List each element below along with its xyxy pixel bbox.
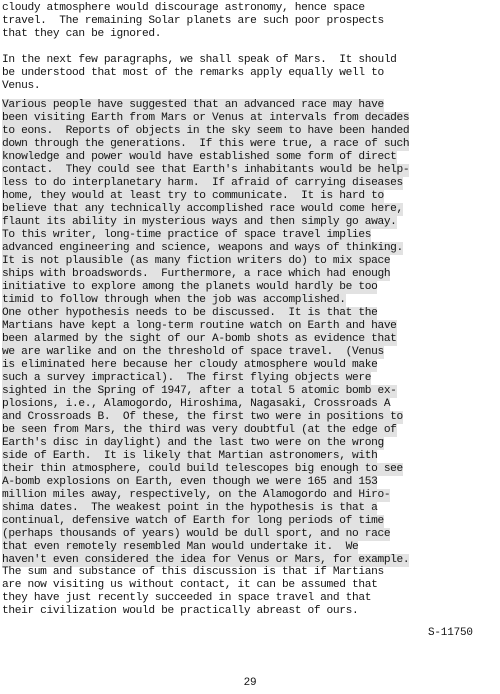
text-line: It is not plausible (as many fiction writers do) to mix space: [2, 255, 391, 267]
text-line: side of Earth. It is likely that Martian astronomers, with: [2, 450, 378, 462]
text-line: that they can be ignored.: [2, 28, 162, 40]
text-line: is eliminated here because her cloudy atmosphere would make: [2, 359, 378, 371]
text-line: their thin atmosphere, could build telescopes big enough to see: [2, 463, 403, 475]
text-line: been alarmed by the sight of our A-bomb shots as evidence that: [2, 333, 397, 345]
text-line: their civilization would be practically abreast of ours.: [2, 605, 359, 617]
text-line: advanced engineering and science, weapons and ways of thinking.: [2, 242, 403, 254]
text-line: The sum and substance of this discussion is that if Martians: [2, 566, 384, 578]
text-line: are now visiting us without contact, it can be assumed that: [2, 579, 378, 591]
text-line: Earth's disc in daylight) and the last two were on the wrong: [2, 437, 384, 449]
text-line: A-bomb explosions on Earth, even though we were 165 and 153: [2, 476, 378, 488]
page-number: 29: [243, 677, 257, 689]
text-line: (perhaps thousands of years) would be dull sport, and no race: [2, 528, 391, 540]
text-line: In the next few paragraphs, we shall speak of Mars. It should: [2, 54, 397, 66]
text-line: haven't even considered the idea for Venus or Mars, for example.: [2, 554, 410, 566]
text-line: Martians have kept a long-term routine watch on Earth and have: [2, 320, 397, 332]
text-line: they have just recently succeeded in space travel and that: [2, 592, 372, 604]
text-line: Venus.: [2, 80, 41, 92]
text-line: down through the generations. If this were true, a race of such: [2, 138, 410, 150]
text-line: be understood that most of the remarks apply equally well to: [2, 67, 384, 79]
text-line: Various people have suggested that an advanced race may have: [2, 99, 384, 111]
text-line: sighted in the Spring of 1947, after a total 5 atomic bomb ex-: [2, 385, 397, 397]
text-line: One other hypothesis needs to be discussed. It is that the: [2, 307, 378, 319]
text-line: that even remotely resembled Man would undertake it. We: [2, 541, 359, 553]
text-line: travel. The remaining Solar planets are such poor prospects: [2, 15, 384, 27]
text-line: less to do interplanetary harm. If afraid of carrying diseases: [2, 177, 403, 189]
document-reference-number: S-11750: [428, 627, 473, 639]
text-line: be seen from Mars, the third was very doubtful (at the edge of: [2, 424, 397, 436]
text-line: we are warlike and on the threshold of space travel. (Venus: [2, 346, 384, 358]
text-line: million miles away, respectively, on the Alamogordo and Hiro-: [2, 489, 391, 501]
text-line: believe that any technically accomplished race would come here,: [2, 203, 403, 215]
text-line: timid to follow through when the job was accomplished.: [2, 294, 346, 306]
text-line: To this writer, long-time practice of space travel implies: [2, 229, 372, 241]
text-line: knowledge and power would have established some form of direct: [2, 151, 397, 163]
text-line: flaunt its ability in mysterious ways and then simply go away.: [2, 216, 397, 228]
text-line: and Crossroads B. Of these, the first two were in positions to: [2, 411, 403, 423]
text-line: initiative to explore among the planets would hardly be too: [2, 281, 378, 293]
text-line: contact. They could see that Earth's inhabitants would be help-: [2, 164, 410, 176]
text-line: continual, defensive watch of Earth for long periods of time: [2, 515, 384, 527]
text-line: ships with broadswords. Furthermore, a race which had enough: [2, 268, 391, 280]
text-line: shima dates. The weakest point in the hypothesis is that a: [2, 502, 378, 514]
text-line: to eons. Reports of objects in the sky seem to have been handed: [2, 125, 410, 137]
text-line: plosions, i.e., Alamogordo, Hiroshima, Nagasaki, Crossroads A: [2, 398, 391, 410]
text-line: home, they would at least try to communicate. It is hard to: [2, 190, 384, 202]
text-line: been visiting Earth from Mars or Venus at intervals from decades: [2, 112, 410, 124]
text-line: cloudy atmosphere would discourage astronomy, hence space: [2, 2, 365, 14]
text-line: such a survey impractical). The first flying objects were: [2, 372, 372, 384]
